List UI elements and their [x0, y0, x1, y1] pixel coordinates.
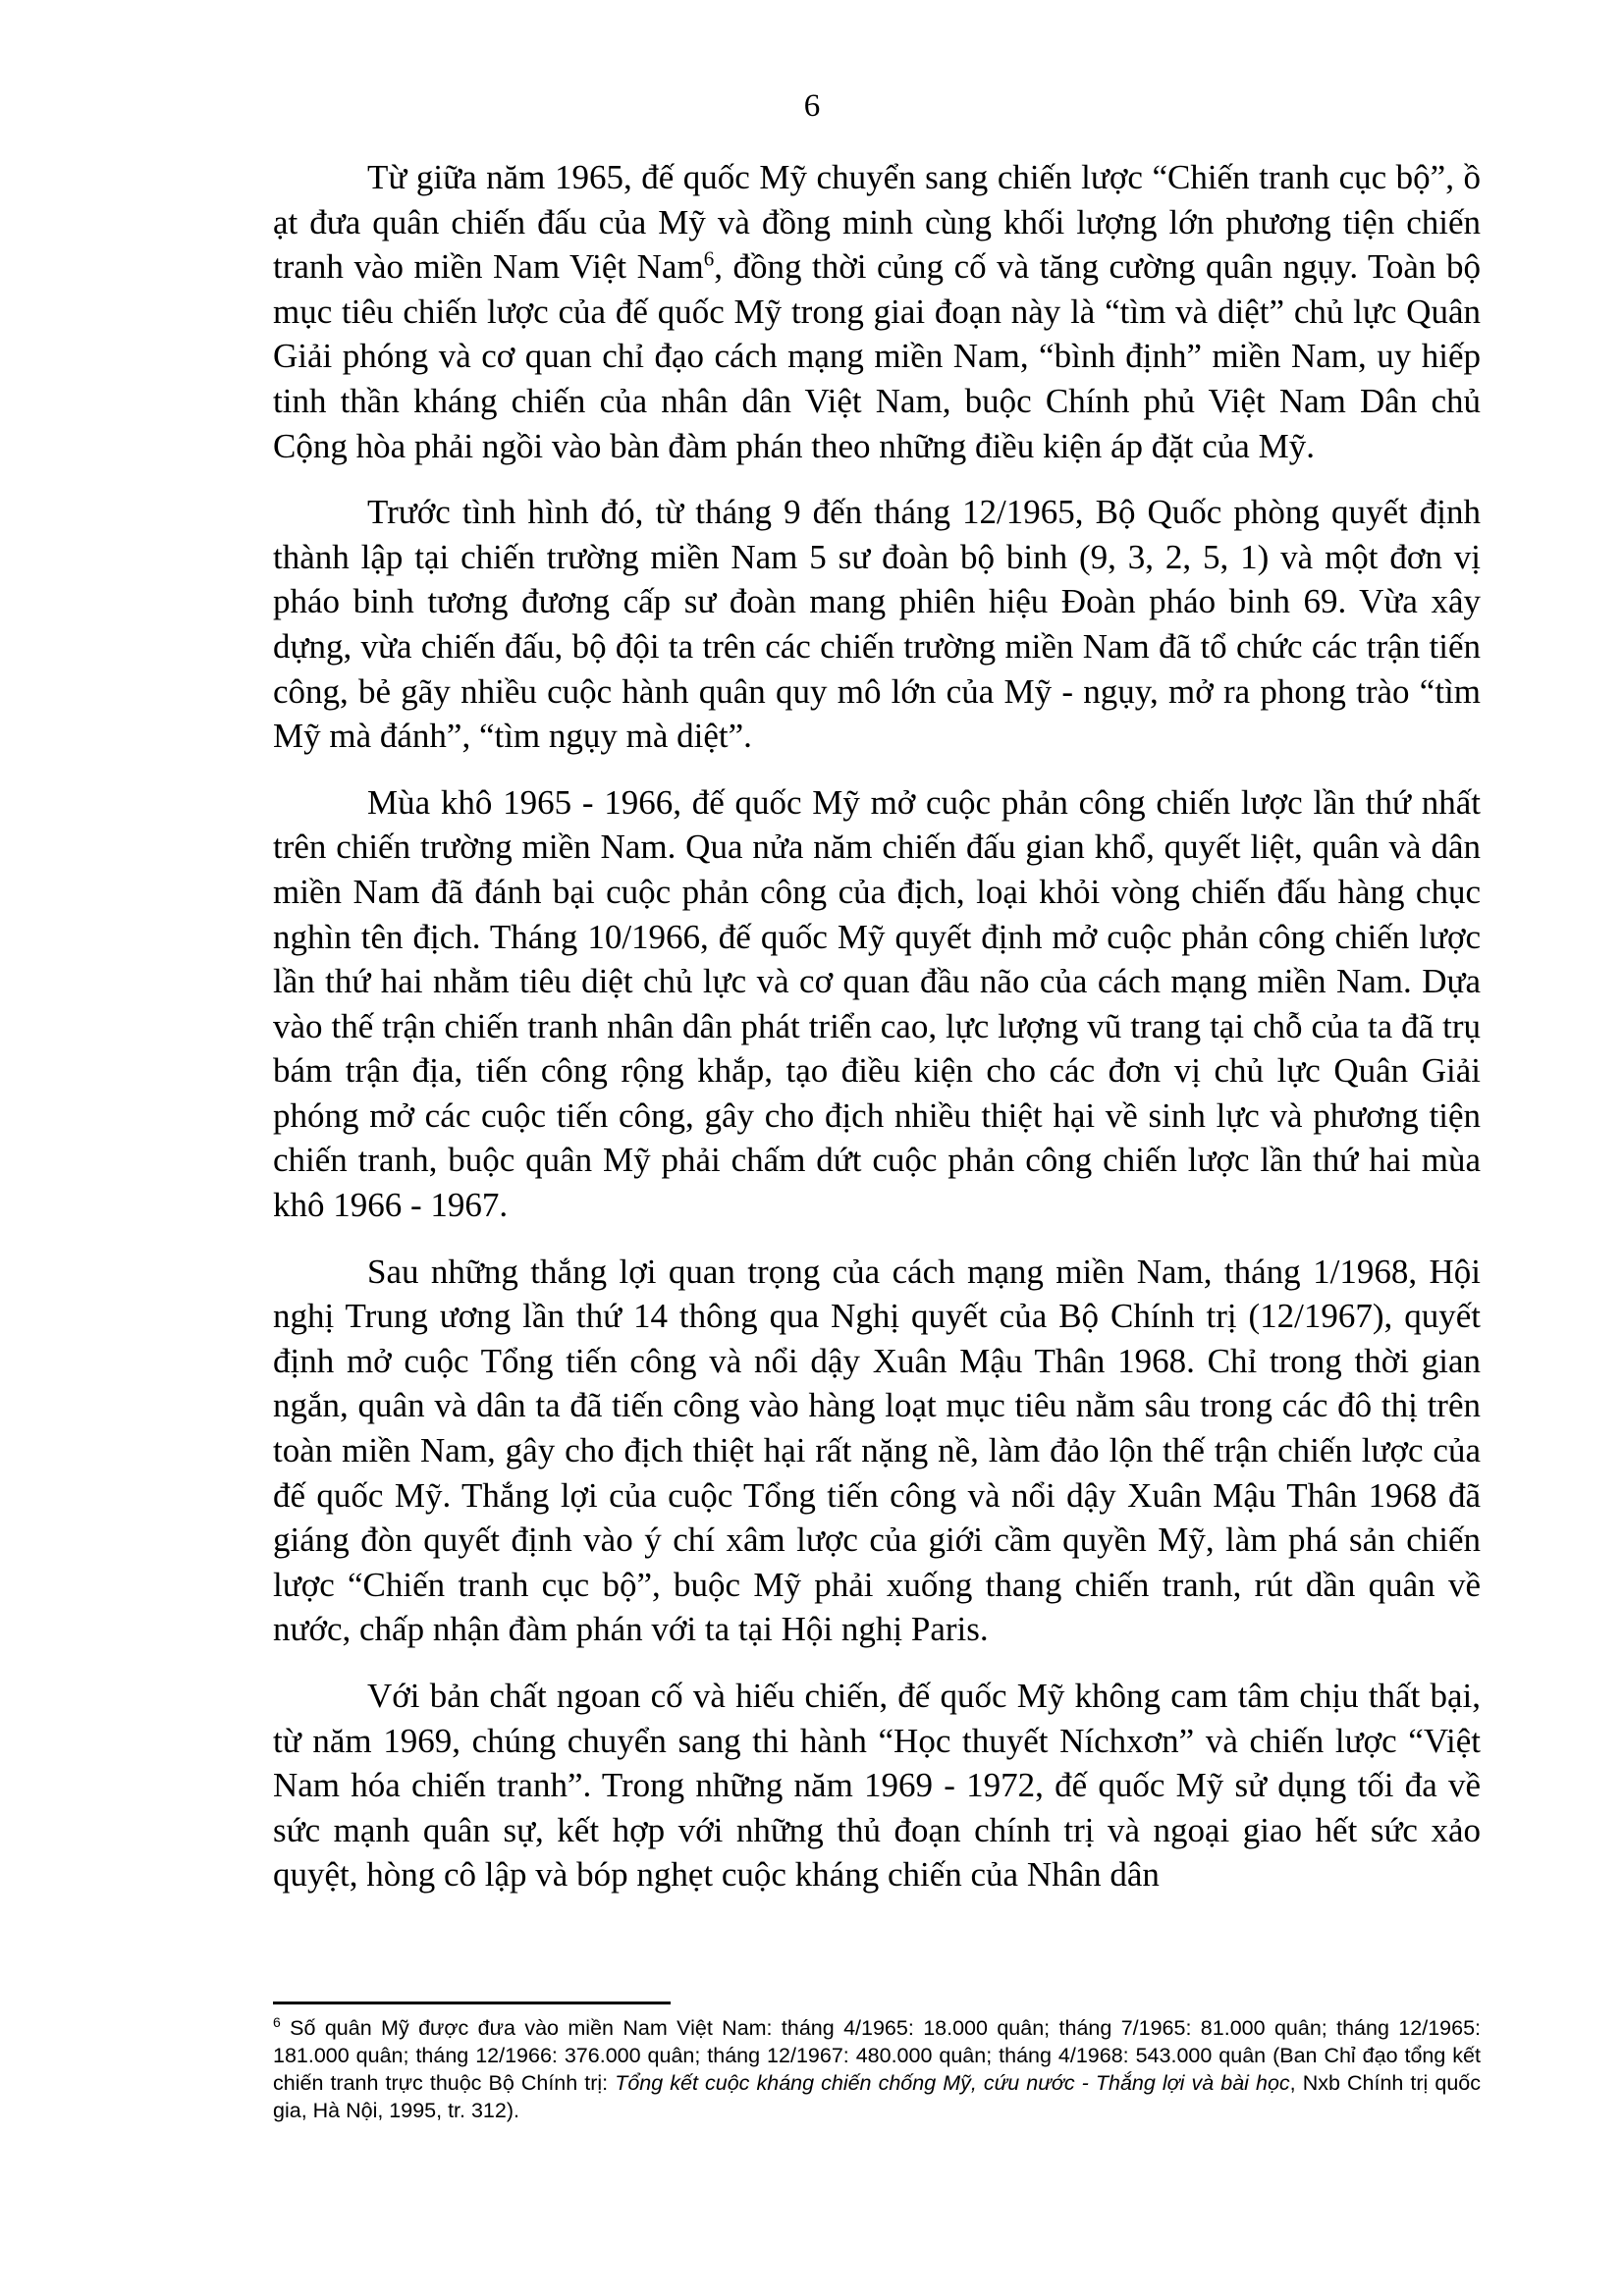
- footnote-text: Số quân Mỹ được đưa vào miền Nam Việt Nam: tháng 4/1965: 18.000 quân; tháng 7/1965: 81.000 quân; tháng 12/1965: 181.000 quân; tháng 12/1966: 376.000 quân; tháng 12/1967: 480.000 quân; tháng 4/1968: 543.000 quân (Ban Chỉ đạo tổng kết chiến tranh trực thuộc Bộ Chính trị:: [273, 2016, 1481, 2095]
- footnote-separator: [273, 2002, 671, 2004]
- page-number: 6: [803, 88, 821, 124]
- paragraph-5: Với bản chất ngoan cố và hiếu chiến, đế quốc Mỹ không cam tâm chịu thất bại, từ năm 1969, chúng chuyển sang thi hành “Học thuyết Níchxơn” và chiến lược “Việt Nam hóa chiến tranh”. Trong những năm 1969 - 1972, đế quốc Mỹ sử dụng tối đa về sức mạnh quân sự, kết hợp với những thủ đoạn chính trị và ngoại giao hết sức xảo quyệt, hòng cô lập và bóp nghẹt cuộc kháng chiến của Nhân dân: [273, 1677, 1481, 1895]
- paragraph-1-text: Từ giữa năm 1965, đế quốc Mỹ chuyển sang chiến lược “Chiến tranh cục bộ”, ồ ạt đưa quân chiến đấu của Mỹ và đồng minh cùng khối lượng lớn phương tiện chiến tranh vào miền Nam Việt Nam: [273, 158, 1481, 287]
- footnote-reference[interactable]: 6: [703, 246, 715, 271]
- paragraph-1: [273, 155, 1481, 468]
- footnote-cited-title: Tổng kết cuộc kháng chiến chống Mỹ, cứu nước - Thắng lợi và bài học: [615, 2071, 1290, 2095]
- footnote-marker: 6: [273, 2013, 281, 2030]
- paragraph-4: Sau những thắng lợi quan trọng của cách mạng miền Nam, tháng 1/1968, Hội nghị Trung ương lần thứ 14 thông qua Nghị quyết của Bộ Chính trị (12/1967), quyết định mở cuộc Tổng tiến công và nổi dậy Xuân Mậu Thân 1968. Chỉ trong thời gian ngắn, quân và dân ta đã tiến công vào hàng loạt mục tiêu nằm sâu trong các đô thị trên toàn miền Nam, gây cho địch thiệt hại rất nặng nề, làm đảo lộn thế trận chiến lược của đế quốc Mỹ. Thắng lợi của cuộc Tổng tiến công và nổi dậy Xuân Mậu Thân 1968 đã giáng đòn quyết định vào ý chí xâm lược của giới cầm quyền Mỹ, làm phá sản chiến lược “Chiến tranh cục bộ”, buộc Mỹ phải xuống thang chiến tranh, rút dần quân về nước, chấp nhận đàm phán với ta tại Hội nghị Paris.: [273, 1252, 1481, 1649]
- footnote: [273, 2014, 1481, 2124]
- body-text: [273, 155, 1481, 1919]
- footnote-text-end: , Nxb Chính trị quốc gia, Hà Nội, 1995, tr. 312).: [273, 2071, 1481, 2122]
- paragraph-3: Mùa khô 1965 - 1966, đế quốc Mỹ mở cuộc phản công chiến lược lần thứ nhất trên chiến trường miền Nam. Qua nửa năm chiến đấu gian khổ, quyết liệt, quân và dân miền Nam đã đánh bại cuộc phản công của địch, loại khỏi vòng chiến đấu hàng chục nghìn tên địch. Tháng 10/1966, đế quốc Mỹ quyết định mở cuộc phản công chiến lược lần thứ hai nhằm tiêu diệt chủ lực và cơ quan đầu não của cách mạng miền Nam. Dựa vào thế trận chiến tranh nhân dân phát triển cao, lực lượng vũ trang tại chỗ của ta đã trụ bám trận địa, tiến công rộng khắp, tạo điều kiện cho các đơn vị chủ lực Quân Giải phóng mở các cuộc tiến công, gây cho địch nhiều thiệt hại về sinh lực và phương tiện chiến tranh, buộc quân Mỹ phải chấm dứt cuộc phản công chiến lược lần thứ hai mùa khô 1966 - 1967.: [273, 782, 1481, 1225]
- paragraph-1-text-continued: , đồng thời củng cố và tăng cường quân ngụy. Toàn bộ mục tiêu chiến lược của đế quốc Mỹ trong giai đoạn này là “tìm và diệt” chủ lực Quân Giải phóng và cơ quan chỉ đạo cách mạng miền Nam, “bình định” miền Nam, uy hiếp tinh thần kháng chiến của nhân dân Việt Nam, buộc Chính phủ Việt Nam Dân chủ Cộng hòa phải ngồi vào bàn đàm phán theo những điều kiện áp đặt của Mỹ.: [273, 247, 1481, 465]
- paragraph-2: Trước tình hình đó, từ tháng 9 đến tháng 12/1965, Bộ Quốc phòng quyết định thành lập tại chiến trường miền Nam 5 sư đoàn bộ binh (9, 3, 2, 5, 1) và một đơn vị pháo binh tương đương cấp sư đoàn mang phiên hiệu Đoàn pháo binh 69. Vừa xây dựng, vừa chiến đấu, bộ đội ta trên các chiến trường miền Nam đã tổ chức các trận tiến công, bẻ gãy nhiều cuộc hành quân quy mô lớn của Mỹ - ngụy, mở ra phong trào “tìm Mỹ mà đánh”, “tìm ngụy mà diệt”.: [273, 493, 1481, 756]
